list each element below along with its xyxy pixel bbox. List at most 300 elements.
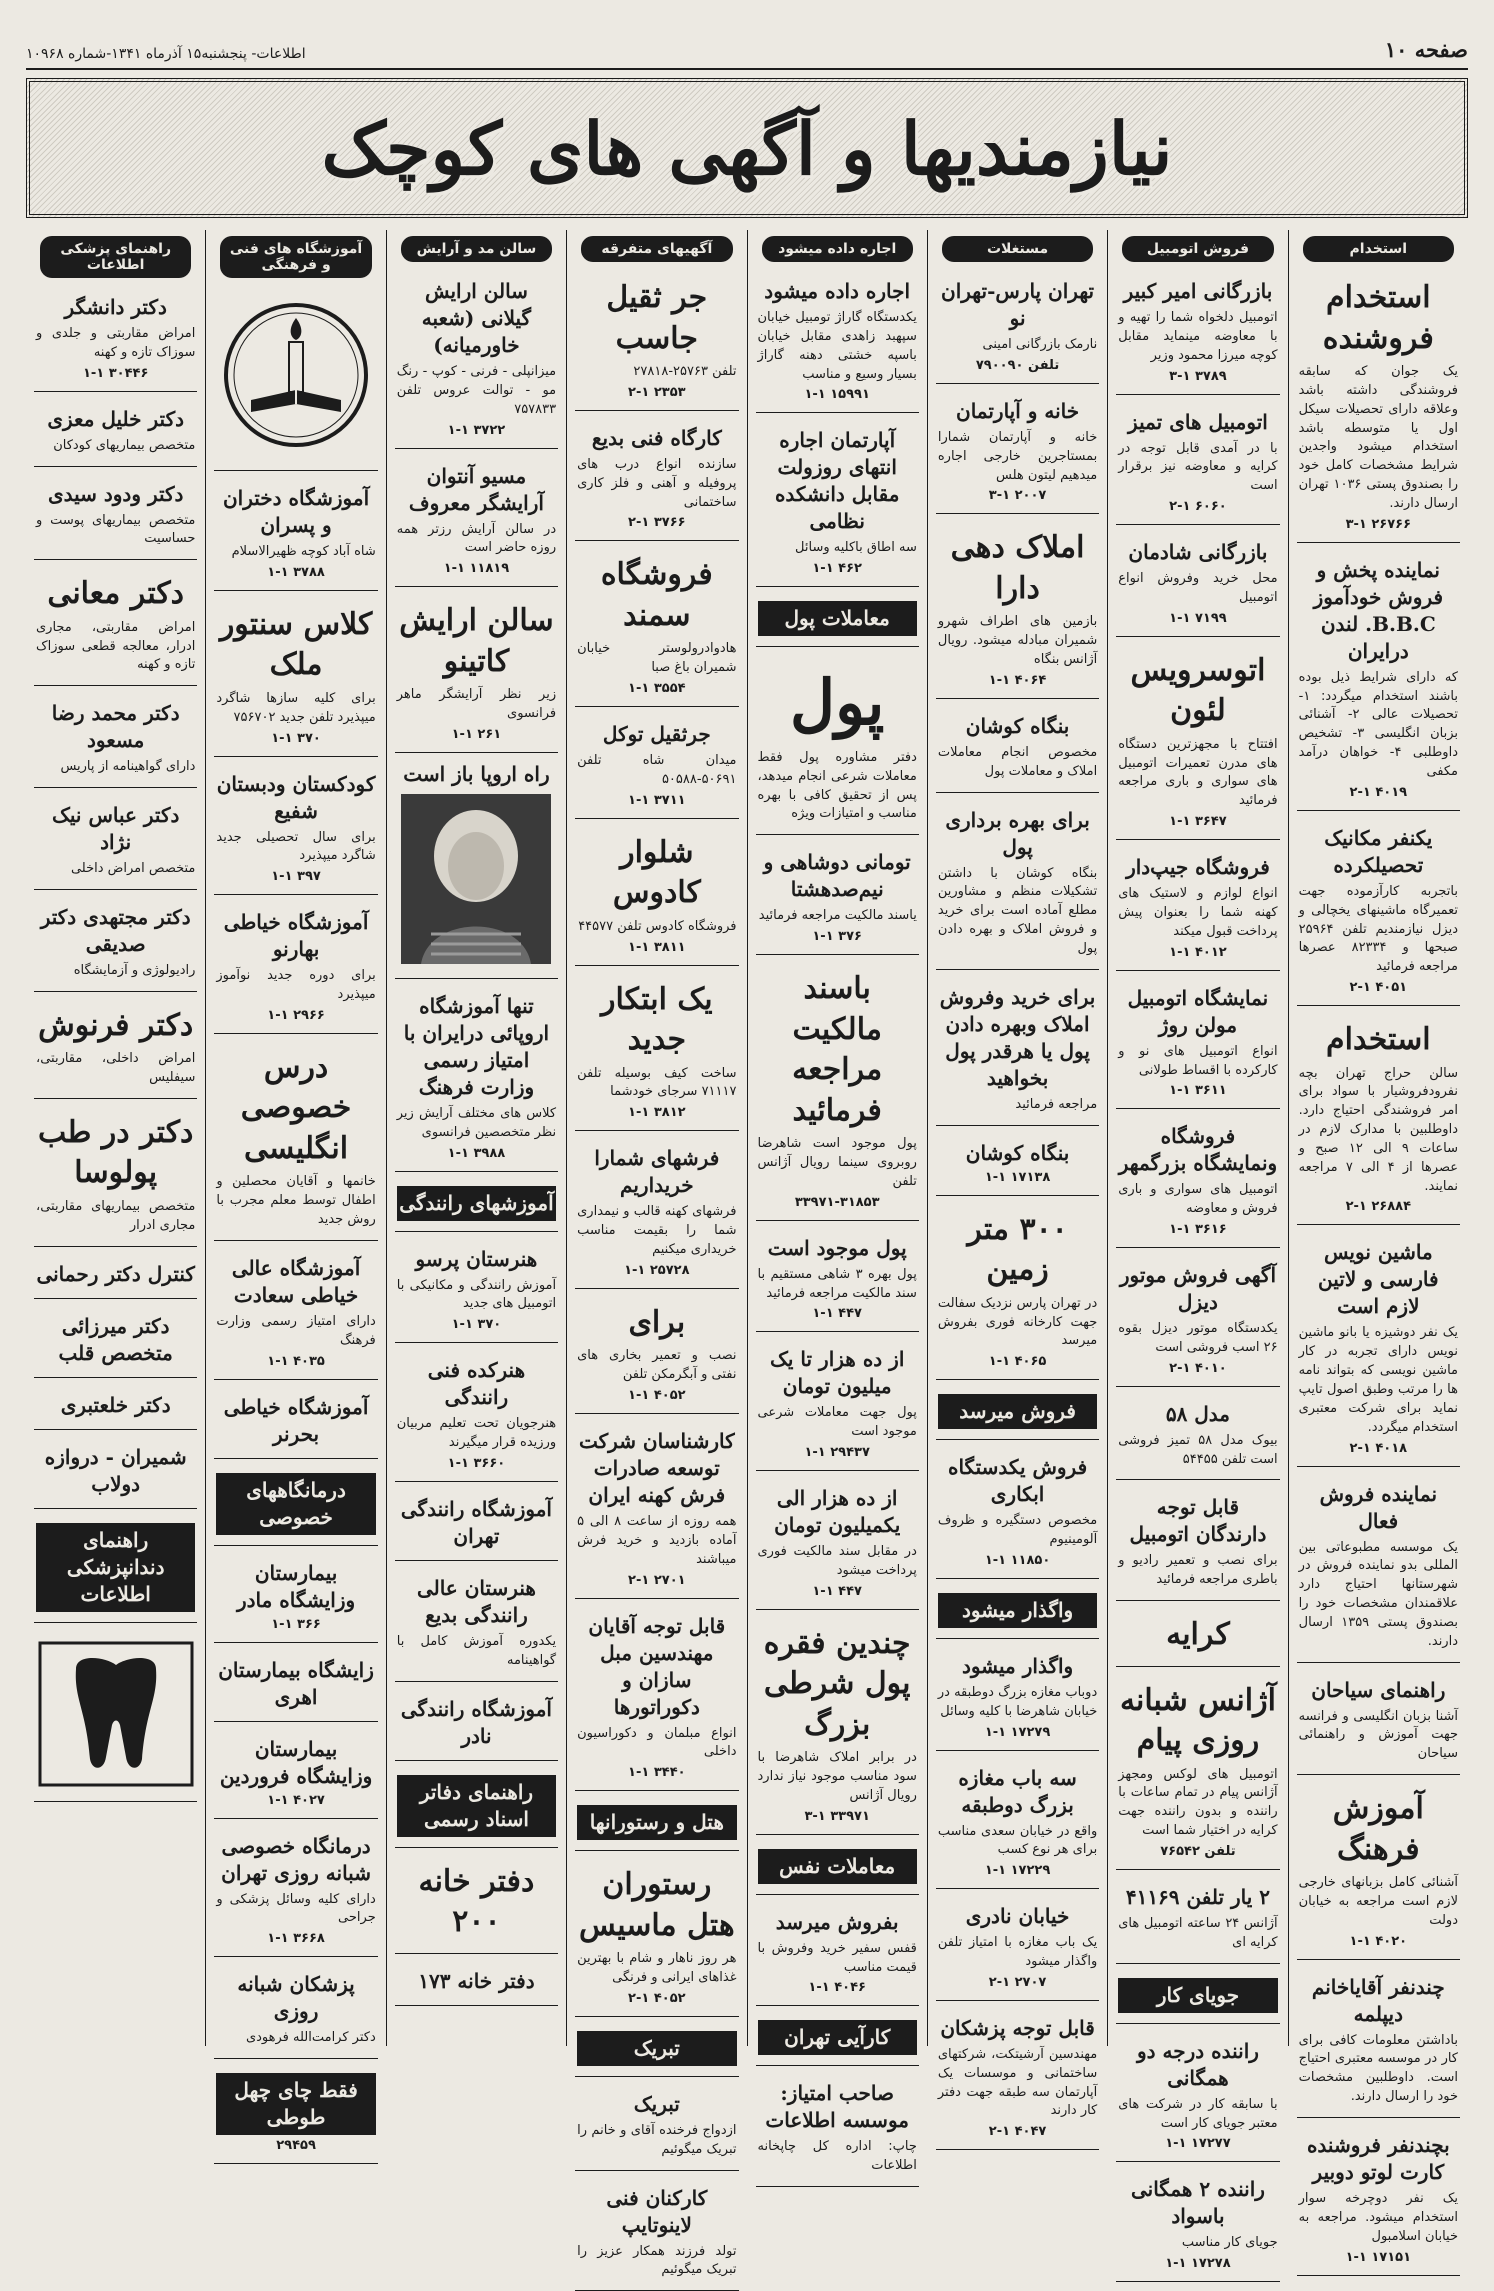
ad-body-text: متخصص امراض داخلی bbox=[70, 861, 196, 877]
ad-headline: درس خصوصی انگلیسی bbox=[240, 1049, 352, 1166]
ad-headline: کارکنان فنی لاینوتایپ bbox=[606, 2185, 708, 2237]
ad-headline: تومانی دوشاهی و نیم‌صدهشتا bbox=[763, 850, 911, 902]
classified-ad bbox=[756, 1843, 919, 1895]
ad-headline: دکتر میرزائی متخصص قلب bbox=[58, 1313, 173, 1365]
ad-body-text: برای نصب و تعمیر رادیو و باطری مراجعه فرمائید bbox=[1118, 1553, 1278, 1588]
classified-ad bbox=[1116, 1878, 1279, 1964]
classified-ad bbox=[395, 1769, 558, 1848]
ad-body-text: پول بهره ۳ شاهی مستقیم با سند مالکیت مراجعه فرمائید bbox=[757, 1266, 917, 1301]
section-rubric: استخدام bbox=[1303, 236, 1454, 262]
classified-ad bbox=[756, 2074, 919, 2187]
ad-headline: بازرگانی شادمان bbox=[1128, 540, 1268, 565]
ad-headline: از ده هزار الی یکمیلیون تومان bbox=[774, 1486, 901, 1538]
page-number: صفحه ۱۰ bbox=[1384, 37, 1468, 62]
ad-headline: آموزشگاه خیاطی بحرنر bbox=[223, 1394, 369, 1446]
subsection-heading: فروش میرسد bbox=[938, 1394, 1097, 1429]
ad-reference-number: ۱۵۹۹۱ ۱-۱ bbox=[804, 387, 870, 403]
column-1 bbox=[1288, 230, 1468, 2265]
classified-ad bbox=[575, 2085, 738, 2171]
subsection-heading: هتل و رستورانها bbox=[577, 1805, 736, 1840]
ad-body-text: امراض مقاربتی و جلدی و سوزاک تازه و کهنه bbox=[36, 326, 196, 360]
ad-body-text: نصب و تعمیر بخاری های نفتی و آبگرمکن تلفن bbox=[577, 1348, 737, 1383]
classified-ad bbox=[34, 400, 197, 467]
ad-headline: دکتر فرنوش bbox=[38, 1007, 194, 1043]
classified-ad bbox=[1297, 272, 1460, 543]
ad-reference-number: ۴۰۱۹ ۲-۱ bbox=[1349, 784, 1408, 800]
subsection-heading: معاملات پول bbox=[758, 601, 917, 636]
classified-ad bbox=[756, 595, 919, 647]
classified-ad bbox=[34, 1000, 197, 1099]
classified-ad bbox=[214, 1730, 377, 1819]
ad-headline: زایشگاه بیمارستان اهری bbox=[218, 1657, 374, 1709]
ad-reference-number: ۲۶۱ ۱-۱ bbox=[451, 726, 502, 742]
ad-body-text: سه اطاق باکلیه وسائل bbox=[795, 540, 917, 556]
ad-body-text: متخصص بیماریهای پوست و حساسیت bbox=[36, 512, 196, 547]
ad-headline: پول bbox=[790, 666, 885, 740]
ad-headline: بیمارستان وزایشگاه فروردین bbox=[219, 1736, 373, 1788]
ad-reference-number: ۳۷۰ ۱-۱ bbox=[451, 1317, 502, 1333]
ad-body-text: یک جوان که سابقه فروشندگی داشته باشد وعلاقه دارای تحصیلات سیکل اول یا متوسطه باشد استخدام میشود واجدین شرایط مشخصات کامل خود را بصندوق پستی ۱۰۳۶ تهران ارسال دارند. bbox=[1298, 364, 1459, 511]
ad-headline: دفتر خانه ۱۷۳ bbox=[418, 1968, 535, 1993]
column-7 bbox=[205, 230, 385, 2154]
ad-body-text: یک نفر دوچرخه سوار استخدام میشود. مراجعه به خیابان اسلامبول bbox=[1298, 2191, 1458, 2244]
ad-headline: بنگاه کوشان bbox=[965, 713, 1070, 738]
ad-headline: کلاس سنتور ملک bbox=[219, 606, 373, 683]
ad-headline: دکتر خلعتبری bbox=[60, 1392, 171, 1417]
ad-reference-number: ۱۱۸۱۹ ۱-۱ bbox=[443, 561, 510, 577]
classified-ad bbox=[1297, 1233, 1460, 1466]
ad-body-text: میدان شاه تلفن ۵۰۶۹۱-۵۰۵۸۸ bbox=[577, 753, 737, 787]
ad-headline: تبریک bbox=[633, 2091, 680, 2116]
classified-ad bbox=[214, 1965, 377, 2059]
ad-body-text: اتومبیل های سواری و باری فروش و معاوضه bbox=[1118, 1182, 1278, 1217]
ad-headline: اتوسرویس لئون bbox=[1130, 652, 1266, 729]
ad-headline: دکتر معانی bbox=[47, 576, 185, 612]
ad-body-text: که دارای شرایط ذیل بوده باشند استخدام میگردد: ۱- تحصیلات عالی ۲- آشنائی بزبان انگلیسی ۳- تشخیص داوطلبی ۴- خواهان درآمد مکفی bbox=[1298, 669, 1459, 779]
classified-ad bbox=[1297, 1014, 1460, 1225]
classified-ad bbox=[1116, 403, 1279, 526]
subsection-heading: فقط چای چهل طوطی bbox=[216, 2073, 375, 2135]
ad-body-text: میزانپلی - فرنی - کوپ - رنگ مو - توالت عروس تلفن ۷۵۷۸۳۳ bbox=[396, 364, 557, 417]
ad-body-text: بیوک مدل ۵۸ تمیز فروشی است تلفن ۵۴۴۵۵ bbox=[1118, 1432, 1278, 1467]
ad-headline: فروشگاه جیپ‌دار bbox=[1126, 855, 1270, 880]
classified-ad bbox=[34, 694, 197, 788]
ad-reference-number: ۶۰۶۰ ۲-۱ bbox=[1169, 499, 1227, 515]
ad-body-text: بنگاه کوشان با داشتن تشکیلات منظم و مشاورین مطلع آماده است برای خرید و فروش املاک و بهره دادن پول bbox=[937, 865, 1098, 956]
classified-ad bbox=[756, 2014, 919, 2066]
classified-ad bbox=[214, 479, 377, 591]
ad-body-text: خانه و آپارتمان شمارا بمستاجرین خارجی اجاره میدهیم لیتون هلس bbox=[937, 429, 1098, 483]
ad-headline: بیمارستان وزایشگاه مادر bbox=[236, 1560, 356, 1612]
classified-ad bbox=[575, 272, 738, 411]
ad-body-text: رادیولوژی و آزمایشگاه bbox=[73, 962, 196, 978]
ad-reference-number: ۳۸۱۲ ۱-۱ bbox=[628, 1105, 686, 1121]
ad-headline: شمیران - دروازه دولاب bbox=[44, 1444, 187, 1496]
classified-ad bbox=[34, 898, 197, 992]
ad-body-text: یکدستگاه موتور دیزل بقوه ۲۶ اسب فروشی است bbox=[1118, 1321, 1278, 1355]
classified-ad bbox=[575, 2025, 738, 2077]
subsection-heading: درمانگاههای خصوصی bbox=[216, 1473, 375, 1535]
classified-ad bbox=[575, 1139, 738, 1289]
ad-reference-number: ۴۰۴۶ ۱-۱ bbox=[808, 1980, 866, 1996]
ad-body-text: چاپ: اداره کل چاپخانه اطلاعات bbox=[757, 2139, 917, 2174]
ad-headline: قابل توجه دارندگان اتومبیل bbox=[1129, 1495, 1267, 1547]
ad-headline: راه اروپا باز است bbox=[403, 761, 550, 786]
ad-reference-number: ۳۶۱۶ ۱-۱ bbox=[1169, 1222, 1227, 1238]
ad-headline: دکتر دانشگر bbox=[64, 295, 167, 319]
ad-headline: فروش یکدستگاه ابکاری bbox=[947, 1455, 1088, 1507]
ad-reference-number: ۳۹۸۸ ۱-۱ bbox=[447, 1145, 506, 1161]
ad-headline: آپارتمان اجاره انتهای روزولت مقابل دانشکده نظامی bbox=[774, 428, 900, 534]
classified-columns bbox=[26, 230, 1468, 2278]
ad-body-text: یک موسسه مطبوعاتی بین المللی بدو نماینده فروش در شهرستانها احتیاج دارد علاقمندان مشخصات خود را بصندوق پستی ۱۳۵۹ ارسال دارند. bbox=[1298, 1539, 1458, 1649]
ad-headline: راهنمای سیاحان bbox=[1311, 1677, 1446, 1702]
classified-ad bbox=[34, 1307, 197, 1378]
ad-body-text: انواع اتومبیل های نو و کارکرده با اقساط طولانی bbox=[1118, 1043, 1278, 1078]
classified-ad bbox=[756, 843, 919, 955]
subsection-heading: واگذار میشود bbox=[938, 1593, 1097, 1628]
ad-headline: جرثقیل توکل bbox=[602, 722, 711, 747]
masthead-title: نیازمندیها و آگهی های کوچک bbox=[321, 105, 1173, 191]
ad-headline: دکتر محمد رضا مسعود bbox=[51, 701, 180, 753]
ad-headline: قابل توجه پزشکان bbox=[940, 2015, 1095, 2040]
classified-ad bbox=[936, 522, 1099, 699]
ad-reference-number: ۳۷۰ ۱-۱ bbox=[271, 730, 321, 746]
ad-body-text: دارای امتیاز رسمی وزارت فرهنگ bbox=[216, 1313, 376, 1348]
ad-reference-number: ۲۰۰۷ ۳-۱ bbox=[988, 488, 1047, 504]
candle-book-emblem-icon bbox=[221, 300, 371, 450]
classified-ad bbox=[936, 1388, 1099, 1440]
classified-ad bbox=[395, 595, 558, 753]
ad-headline: صاحب امتیاز: موسسه اطلاعات bbox=[765, 2081, 909, 2133]
classified-ad bbox=[1116, 848, 1279, 971]
ad-headline: ۲ یار تلفن ۴۱۱۶۹ bbox=[1125, 1884, 1271, 1909]
classified-ad bbox=[34, 1386, 197, 1430]
subsection-heading: تبریک bbox=[577, 2031, 736, 2066]
subsection-heading: جویای کار bbox=[1118, 1978, 1277, 2013]
classified-ad bbox=[34, 475, 197, 561]
ad-reference-number: ۴۰۶۵ ۱-۱ bbox=[988, 1354, 1047, 1370]
dateline: اطلاعات- پنجشنبه۱۵ آذرماه ۱۳۴۱-شماره ۱۰۹۶۸ bbox=[26, 46, 306, 62]
ad-body-text: آموزش رانندگی و مکانیکی با اتومبیل های جدید bbox=[396, 1277, 557, 1312]
classified-ad bbox=[1116, 1256, 1279, 1387]
ad-body-text: در تهران پارس نزدیک سفالت جهت کارخانه فوری بفروش میرسد bbox=[937, 1295, 1098, 1349]
ad-reference-number: تلفن ۷۹۰۰۹۰ bbox=[975, 357, 1060, 373]
ad-body-text: اتومبیل دلخواه شما را تهیه و با معاوضه مینماید مقابل کوچه میرزا محمود وزیر bbox=[1118, 310, 1278, 363]
section-rubric: راهنمای پزشکی اطلاعات bbox=[40, 236, 191, 278]
ad-reference-number: ۳۹۷ ۱-۱ bbox=[271, 869, 321, 885]
ad-headline: آموزش فرهنگ bbox=[1332, 1791, 1424, 1867]
classified-ad bbox=[756, 1618, 919, 1835]
ad-body-text: برای دوره جدید نوآموز میپذیرد bbox=[216, 968, 376, 1003]
ad-reference-number: ۱۷۱۵۱ ۱-۱ bbox=[1345, 2249, 1412, 2265]
column-8 bbox=[26, 230, 205, 2046]
ad-body-text: قفس سفیر خرید وفروش با قیمت مناسب bbox=[757, 1940, 917, 1975]
ad-body-text: باتجربه کارآزموده جهت تعمیرگاه ماشینهای یخچالی و دیزل نیازمندیم تلفن ۲۵۹۶۴ صبحها و ۸۲۳۳۴ عصرها مراجعه فرمائید bbox=[1298, 883, 1458, 975]
ad-body-text: ازدواج فرخنده آقای و خانم را تبریک میگوئیم bbox=[577, 2122, 737, 2157]
ad-body-text: محل خرید وفروش انواع اتومبیل bbox=[1118, 571, 1278, 605]
classified-ad bbox=[936, 392, 1099, 515]
ad-body-text: ساخت کیف بوسیله تلفن ۷۱۱۱۷ سرجای خودشما bbox=[577, 1065, 737, 1100]
ad-reference-number: ۴۰۳۵ ۱-۱ bbox=[267, 1353, 325, 1369]
classified-ad bbox=[1297, 1671, 1460, 1776]
ad-body-text: آشنائی کامل بزبانهای خارجی لازم است مراجعه به خیابان دولت bbox=[1298, 1875, 1458, 1928]
section-rubric: فروش اتومبیل bbox=[1122, 236, 1273, 262]
ad-headline: اتومبیل های تمیز bbox=[1128, 409, 1268, 434]
ad-reference-number: ۱۷۲۷۷ ۱-۱ bbox=[1165, 2136, 1231, 2152]
ad-reference-number: ۳۶۶ ۱-۱ bbox=[271, 1616, 321, 1632]
ad-headline: آموزشگاه خیاطی بهارنو bbox=[223, 910, 369, 962]
ad-reference-number: ۳۰۴۴۶ ۱-۱ bbox=[82, 365, 149, 381]
ad-body-text: دارای گواهینامه از پاریس bbox=[60, 759, 196, 775]
ad-reference-number: ۳۶۶۸ ۱-۱ bbox=[267, 1931, 325, 1947]
subsection-heading: کارآیی تهران bbox=[758, 2020, 917, 2055]
ad-body-text: سالن حراج تهران بچه نفرودفروشیار با سواد برای امر فروشندگی احتیاج دارد. داوطلبین با مدارک لازم در ساعات ۹ الی ۱۲ صبح و عصرها از ۴ الی ۷ مراجعه نمایند. bbox=[1298, 1065, 1458, 1194]
ad-body-text: مخصوص انجام معاملات املاک و معاملات پول bbox=[937, 744, 1098, 779]
ad-reference-number: ۲۶۸۸۴ ۲-۱ bbox=[1345, 1199, 1412, 1215]
classified-ad bbox=[1297, 1968, 1460, 2118]
classified-ad bbox=[395, 1351, 558, 1482]
classified-ad bbox=[936, 2009, 1099, 2150]
ad-headline: بچندنفر فروشنده کارت لوتو دوبیر bbox=[1306, 2133, 1450, 2184]
ad-reference-number: ۳۵۵۴ ۱-۱ bbox=[628, 681, 686, 697]
ad-body-text: دوباب مغازه بزرگ دوطبقه در خیابان شاهرضا با کلیه وسائل bbox=[937, 1684, 1098, 1719]
classified-ad bbox=[214, 1042, 377, 1241]
tooth-icon bbox=[36, 1639, 196, 1789]
ad-reference-number: ۲۷۰۷ ۲-۱ bbox=[988, 1974, 1047, 1990]
ad-reference-number: ۱۷۱۳۸ ۱-۱ bbox=[984, 1169, 1051, 1185]
ad-reference-number: ۳۷۶۶ ۲-۱ bbox=[628, 515, 686, 531]
masthead bbox=[26, 78, 1468, 218]
ad-headline: ۳۰۰ متر زمین bbox=[967, 1211, 1068, 1288]
classified-ad bbox=[575, 1607, 738, 1792]
classified-ad bbox=[395, 272, 558, 449]
section-rubric: مستغلات bbox=[942, 236, 1093, 262]
ad-reference-number: ۴۰۵۱ ۲-۱ bbox=[1349, 980, 1408, 996]
ad-headline: سه باب مغازه بزرگ دوطبقه bbox=[958, 1765, 1077, 1817]
ad-headline: دکتر خلیل معزی bbox=[47, 406, 184, 431]
ad-headline: جر ثقیل جاسب bbox=[606, 280, 708, 356]
ad-headline: سالن ارایش کاتینو bbox=[399, 603, 554, 679]
running-head bbox=[26, 0, 1468, 70]
ad-reference-number: ۱۱۸۵۰ ۱-۱ bbox=[984, 1552, 1051, 1568]
ad-reference-number: ۲۹۴۵۹ bbox=[276, 2138, 316, 2154]
ad-headline: پزشکان شبانه روزی bbox=[237, 1972, 355, 2024]
ad-body-text: مخصوص دستگیره و ظروف آلومینیوم bbox=[937, 1513, 1098, 1548]
classified-ad bbox=[756, 421, 919, 587]
ad-reference-number: ۲۶۷۶۶ ۳-۱ bbox=[1345, 516, 1412, 532]
section-rubric: آگهیهای متفرقه bbox=[581, 236, 732, 262]
ad-reference-number: ۴۴۷ ۱-۱ bbox=[812, 1306, 862, 1322]
ad-headline: دکتر عباس نیک نژاد bbox=[51, 803, 180, 855]
ad-headline: کنترل دکتر رحمانی bbox=[36, 1261, 195, 1286]
classified-ad bbox=[575, 974, 738, 1132]
ad-body-text: افتتاح با مجهزترین دستگاه های مدرن تعمیرات اتومبیل های سواری و باری مراجعه فرمائید bbox=[1118, 736, 1278, 809]
ad-body-text: دکتر کرامت‌الله فرهودی bbox=[245, 2030, 376, 2046]
classified-ad bbox=[34, 1107, 197, 1247]
ad-headline: چندنفر آقایاخانم دیپلمه bbox=[1311, 1974, 1445, 2026]
classified-ad bbox=[575, 1422, 738, 1599]
ad-body-text: یاسند مالکیت مراجعه فرمائید bbox=[758, 908, 917, 924]
subsection-heading: راهنمای دندانپزشکی اطلاعات bbox=[36, 1523, 195, 1612]
ad-body-text: تولد فرزند همکار عزیز را تبریک میگوئیم bbox=[577, 2243, 737, 2278]
ad-body-text: پول جهت معاملات شرعی موجود است bbox=[757, 1405, 917, 1440]
ad-reference-number: ۲۷۰۱ ۲-۱ bbox=[628, 1572, 686, 1588]
column-6 bbox=[386, 230, 566, 2046]
ad-body-text: مهندسین آرشیتکت، شرکتهای ساختمانی و موسسات یک آپارتمان سه طبقه جهت دفتر کار دارند bbox=[937, 2046, 1098, 2119]
ad-reference-number: ۳۴۴۰ ۱-۱ bbox=[628, 1765, 686, 1781]
ad-body-text: زیر نظر آرایشگر ماهر فرانسوی bbox=[396, 687, 557, 722]
ad-body-text: آژانس ۲۴ ساعته اتومبیل های کرایه ای bbox=[1118, 1915, 1278, 1950]
classified-ad bbox=[395, 1180, 558, 1232]
ad-reference-number: ۴۰۱۲ ۱-۱ bbox=[1169, 944, 1227, 960]
ad-headline: واگذار میشود bbox=[961, 1653, 1074, 1678]
ad-body-text: جویای کار مناسب bbox=[1181, 2235, 1278, 2251]
ad-body-text: در مقابل سند مالکیت فوری پرداخت میشود bbox=[757, 1544, 917, 1578]
column-5 bbox=[566, 230, 746, 2278]
ad-headline: مدل ۵۸ bbox=[1165, 1401, 1231, 1426]
classified-ad bbox=[1297, 2126, 1460, 2276]
classified-ad bbox=[1116, 1675, 1279, 1870]
ad-reference-number: ۴۰۱۰ ۲-۱ bbox=[1169, 1360, 1227, 1376]
subsection-heading: راهنمای دفاتر اسناد رسمی bbox=[397, 1775, 556, 1837]
ad-reference-number: ۳۳۹۷۱ ۳-۱ bbox=[804, 1808, 870, 1824]
ad-reference-number: ۱۷۲۷۹ ۱-۱ bbox=[984, 1724, 1051, 1740]
classified-ad bbox=[214, 1467, 377, 1546]
ad-headline: استخدام bbox=[1326, 1022, 1431, 1058]
ad-headline: یک ابتکار جدید bbox=[601, 981, 713, 1058]
classified-ad bbox=[936, 1448, 1099, 1579]
classified-ad bbox=[1116, 979, 1279, 1110]
ad-headline: خیابان نادری bbox=[965, 1904, 1070, 1929]
ad-reference-number: ۳۳۹۷۱-۳۱۸۵۳ bbox=[794, 1194, 880, 1210]
ad-body-text: یکدستگاه گاراژ تومبیل خیابان سپهبد زاهدی مقابل خیابان باسپه خشتی دهنه گاراژ بسیار وسیع و مناسب bbox=[757, 310, 917, 382]
ad-body-text: بازمین های اطراف شهرو شمیران مبادله میشود. رویال آژانس بنگاه bbox=[937, 614, 1098, 668]
ad-body-text: هر روز ناهار و شام با بهترین غذاهای ایرانی و فرنگی bbox=[577, 1951, 737, 1986]
ad-body-text: همه روزه از ساعت ۸ الی ۵ آماده بازدید و خرید فرش میباشند bbox=[577, 1514, 737, 1567]
classified-ad bbox=[34, 1438, 197, 1509]
ad-reference-number: ۴۰۲۷ ۱-۱ bbox=[267, 1792, 325, 1808]
ad-reference-number: ۳۷۸۸ ۱-۱ bbox=[267, 564, 325, 580]
ad-headline: درمانگاه خصوصی شبانه روزی تهران bbox=[221, 1833, 371, 1885]
ad-body-text: پول موجود است شاهرضا روبروی سینما رویال آژانس تلفن bbox=[757, 1136, 917, 1189]
ad-body-text: برای کلیه سازها شاگرد میپذیرد تلفن جدید ۷۵۶۷۰۲ bbox=[216, 690, 376, 725]
classified-ad bbox=[214, 599, 377, 757]
classified-ad bbox=[756, 963, 919, 1221]
ad-body-text: متخصص بیماریهای مقاربتی، مجاری ادرار bbox=[36, 1198, 196, 1233]
classified-ad bbox=[756, 1903, 919, 2007]
classified-ad bbox=[395, 1490, 558, 1561]
ad-body-text: اتومبیل های لوکس ومجهز آژانس پیام در تمام ساعات با راننده و بدون راننده جهت کرایه در اختیار شما است bbox=[1118, 1766, 1278, 1839]
ad-reference-number: ۲۹۶۶ ۱-۱ bbox=[267, 1007, 325, 1023]
classified-ad bbox=[395, 1690, 558, 1761]
ad-headline: اجاره داده میشود bbox=[764, 279, 911, 303]
classified-ad bbox=[395, 1240, 558, 1344]
classified-ad bbox=[34, 288, 197, 392]
ad-headline: استخدام فروشنده bbox=[1322, 280, 1434, 356]
classified-ad bbox=[936, 1647, 1099, 1751]
ad-headline: آژانس شبانه روزی پیام bbox=[1119, 1682, 1276, 1759]
ad-headline: بنگاه کوشان bbox=[965, 1140, 1070, 1165]
ad-headline: آموزشگاه رانندگی نادر bbox=[400, 1696, 552, 1748]
classified-ad bbox=[34, 1255, 197, 1299]
ad-headline: کرایه bbox=[1166, 1617, 1230, 1653]
ad-headline: خانه و آپارتمان bbox=[956, 398, 1080, 423]
ad-headline: دفتر خانه ۲۰۰ bbox=[418, 1863, 535, 1940]
classified-ad bbox=[575, 2179, 738, 2291]
ad-headline: تنها آموزشگاه اروپائی درایران با امتیاز رسمی وزارت فرهنگ bbox=[403, 993, 550, 1099]
classified-ad bbox=[936, 707, 1099, 793]
classified-ad bbox=[936, 1134, 1099, 1196]
ad-headline: برای خرید وفروش املاک وبهره دادن پول یا هرقدر پول بخواهید bbox=[939, 984, 1096, 1090]
ad-reference-number: ۳۶۶۰ ۱-۱ bbox=[447, 1455, 506, 1471]
ad-headline: مسیو آنتوان آرایشگر معروف bbox=[408, 463, 544, 515]
ad-headline: راننده ۲ همگانی باسواد bbox=[1130, 2177, 1265, 2229]
classified-ad bbox=[1116, 2170, 1279, 2282]
classified-ad bbox=[936, 272, 1099, 384]
ad-reference-number: ۴۰۶۴ ۱-۱ bbox=[988, 672, 1047, 688]
ad-reference-number: ۴۰۵۲ ۲-۱ bbox=[628, 1990, 686, 2006]
classified-ad bbox=[1116, 272, 1279, 395]
classified-ad bbox=[1116, 533, 1279, 637]
section-rubric: سالن مد و آرایش bbox=[401, 236, 552, 262]
ad-headline: آموزشگاه رانندگی تهران bbox=[400, 1496, 552, 1548]
ad-headline: آموزشگاه عالی خیاطی سعادت bbox=[231, 1255, 361, 1307]
classified-ad bbox=[575, 1799, 738, 1851]
ad-headline: کارشناسان شرکت توسعه صادرات فرش کهنه ایران bbox=[579, 1429, 735, 1507]
ad-headline: باسند مالکیت مراجعه فرمائید bbox=[792, 971, 883, 1128]
classified-ad bbox=[395, 1962, 558, 2006]
ad-body-text: تلفن ۲۵۷۶۳-۲۷۸۱۸ bbox=[633, 364, 737, 379]
ad-body-text: در سالن آرایش رزتر همه روزه حاضر است bbox=[396, 521, 557, 556]
ad-reference-number: ۲۳۵۳ ۲-۱ bbox=[628, 384, 686, 400]
classified-ad bbox=[575, 827, 738, 966]
ad-headline: فروشگاه سمند bbox=[600, 557, 713, 633]
ad-reference-number: ۳۷۱۱ ۱-۱ bbox=[628, 792, 686, 808]
ad-body-text: شاه آباد کوچه ظهیرالاسلام bbox=[231, 544, 376, 559]
ad-body-text: یک نفر دوشیزه یا بانو ماشین نویس دارای تجربه در کار ماشین نویسی که بتواند نامه ها را مرتب وطبق اصول تایپ نماید برای شرکت معتبری استخدام میگردد. bbox=[1298, 1325, 1458, 1435]
ad-headline: کارگاه فنی بدیع bbox=[591, 425, 722, 450]
classified-ad bbox=[936, 978, 1099, 1126]
classified-ad bbox=[214, 1554, 377, 1643]
ad-reference-number: ۲۵۷۲۸ ۱-۱ bbox=[624, 1262, 690, 1278]
ad-headline: نماینده پخش و فروش خودآموز B.B.C. لندن درایران bbox=[1313, 557, 1444, 663]
ad-body-text: یک باب مغازه با امتیاز تلفن واگذار میشود bbox=[937, 1935, 1098, 1970]
ad-body-text: انواع لوازم و لاستیک های کهنه شما را بعنوان پیش پرداخت قبول میکند bbox=[1118, 886, 1278, 939]
ad-headline: دکتر مجتهدی دکتر صدیقی bbox=[40, 904, 191, 956]
classified-ad bbox=[936, 1587, 1099, 1639]
ad-reference-number: ۳۷۶ ۱-۱ bbox=[812, 929, 862, 945]
classified-ad bbox=[1116, 1395, 1279, 1481]
dental-advert-graphic bbox=[34, 1631, 197, 1802]
classified-ad bbox=[214, 1249, 377, 1380]
ad-body-text: خانمها و آقایان محصلین و اطفال توسط معلم مجرب با روش جدید bbox=[216, 1174, 376, 1228]
classified-ad bbox=[756, 1229, 919, 1333]
classified-ad bbox=[1297, 819, 1460, 1006]
ad-body-text: در برابر املاک شاهرضا با سود مناسب موجود نیاز ندارد رویال آژانس bbox=[757, 1750, 917, 1803]
classified-ad bbox=[214, 1651, 377, 1722]
ad-body-text: باداشتن معلومات کافی برای کار در موسسه معتبری احتیاج است. داوطلبین مشخصات خود را ارسال دارند. bbox=[1298, 2032, 1458, 2105]
classified-ad bbox=[1116, 645, 1279, 840]
ad-headline: راننده درجه دو همگانی bbox=[1136, 2038, 1259, 2090]
classified-ad bbox=[1116, 1609, 1279, 1667]
ad-body-text: دفتر مشاوره پول فقط معاملات شرعی انجام میدهد، پس از تحقیق کافی با بهره مناسب و امتیازات ویژه bbox=[757, 749, 917, 822]
classified-ad bbox=[34, 796, 197, 890]
ad-body-text: مراجعه فرمائید bbox=[1015, 1096, 1098, 1112]
classified-ad bbox=[214, 1388, 377, 1459]
ad-headline: برای بهره برداری پول bbox=[945, 807, 1090, 859]
classified-ad bbox=[756, 655, 919, 835]
